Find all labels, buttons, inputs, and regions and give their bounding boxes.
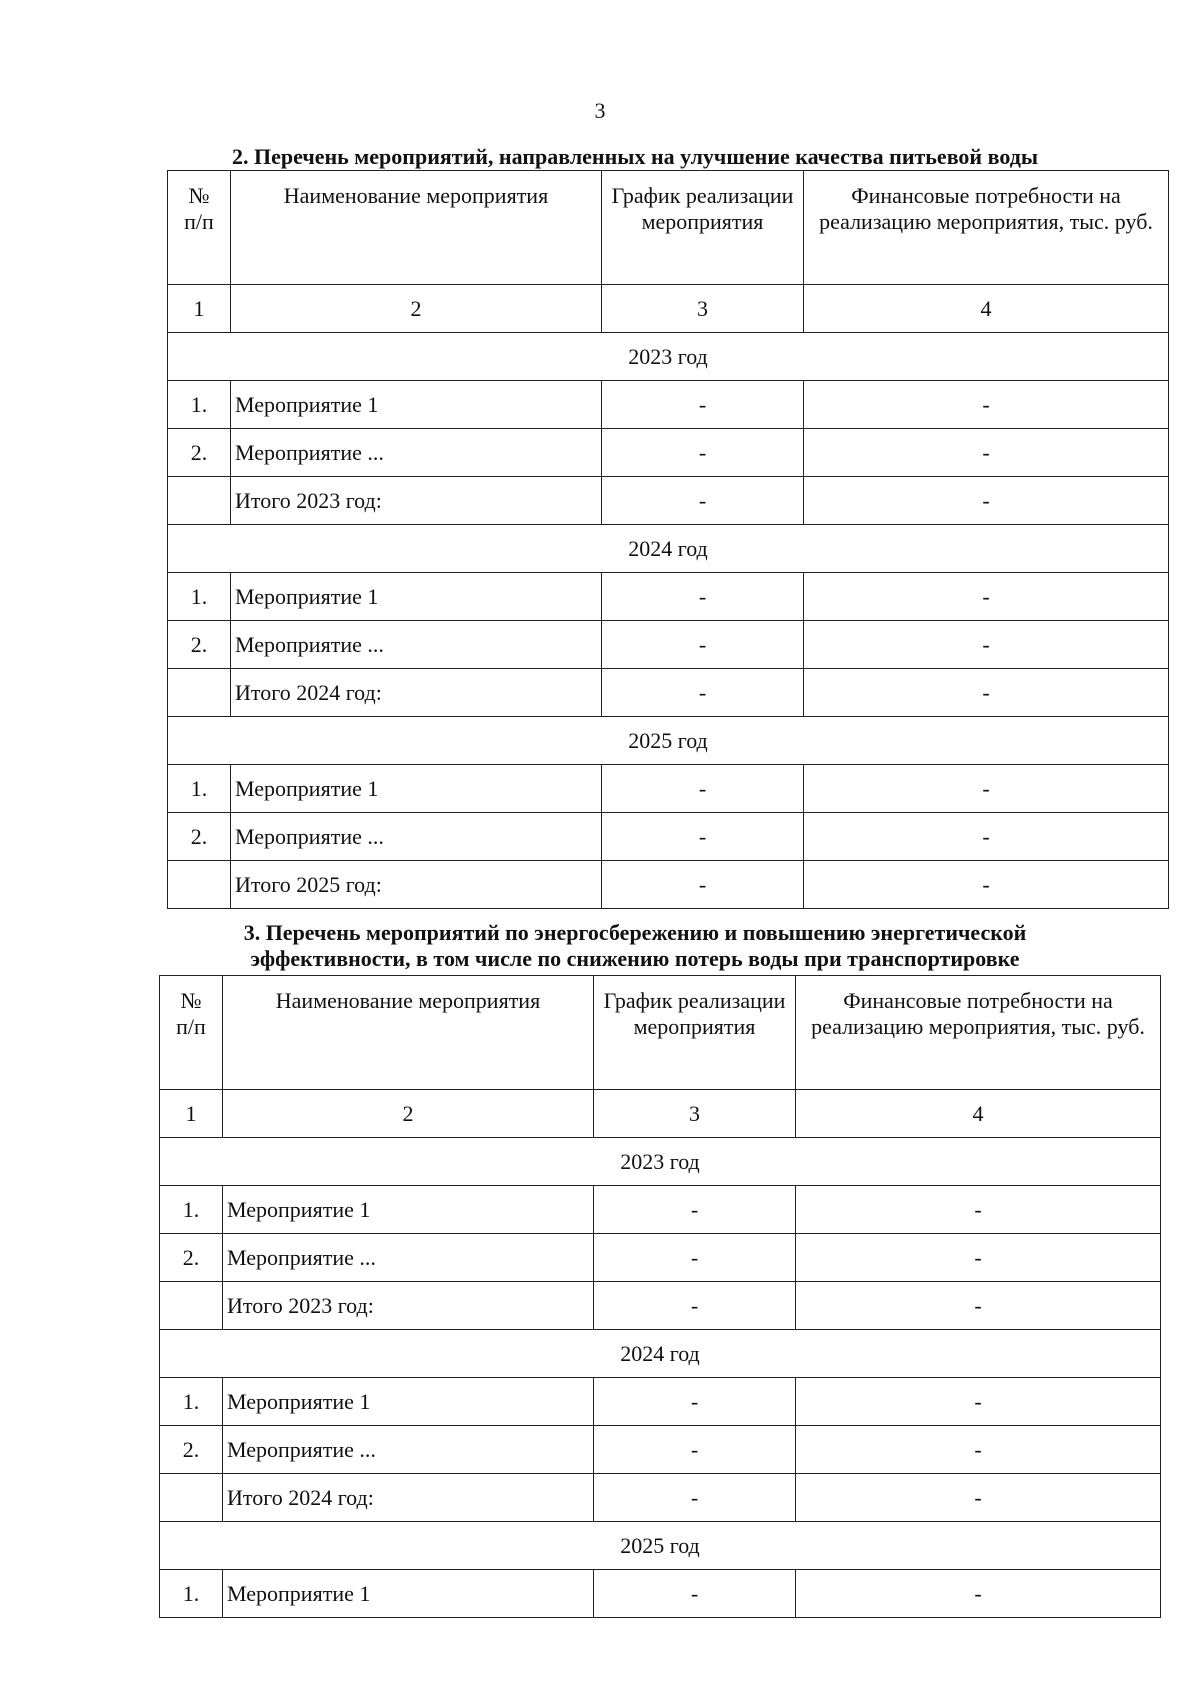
finance-value: - [804, 381, 1169, 429]
schedule-value: - [594, 1378, 796, 1426]
page-number: 3 [594, 98, 606, 123]
table-row [160, 1474, 1161, 1522]
row-number: 1. [160, 1186, 223, 1234]
measure-name: Мероприятие ... [231, 621, 602, 669]
schedule-value: - [594, 1426, 796, 1474]
header-number-pp: п/п [176, 1014, 206, 1039]
table-row [160, 1378, 1161, 1426]
year-label: 2023 год [168, 333, 1169, 381]
measure-name: Итого 2024 год: [223, 1474, 594, 1522]
header-finance: Финансовые потребности на реализацию мероприятия, тыс. руб. [796, 976, 1161, 1090]
finance-value: - [804, 669, 1169, 717]
measure-name: Мероприятие ... [231, 813, 602, 861]
row-number [168, 477, 231, 525]
year-label: 2023 год [160, 1138, 1161, 1186]
row-number: 1. [160, 1570, 223, 1618]
finance-value: - [804, 429, 1169, 477]
finance-value: - [796, 1282, 1161, 1330]
section-title-line: 2. Перечень мероприятий, направленных на улучшение качества питьевой воды [231, 144, 1039, 169]
column-number: 2 [231, 285, 602, 333]
schedule-value: - [602, 381, 804, 429]
finance-value: - [796, 1234, 1161, 1282]
header-number-sign: № [180, 988, 202, 1013]
row-number: 2. [168, 429, 231, 477]
row-number [168, 669, 231, 717]
measure-name: Мероприятие 1 [231, 573, 602, 621]
header-number [168, 171, 231, 285]
column-number-row [160, 1090, 1161, 1138]
section-2-table [167, 170, 1169, 909]
finance-value: - [804, 813, 1169, 861]
schedule-value: - [602, 621, 804, 669]
finance-value: - [804, 573, 1169, 621]
finance-value: - [796, 1474, 1161, 1522]
table-row [168, 381, 1169, 429]
table-row [168, 573, 1169, 621]
finance-value: - [804, 861, 1169, 909]
finance-value: - [796, 1570, 1161, 1618]
column-number: 1 [168, 285, 231, 333]
schedule-value: - [602, 429, 804, 477]
section-title-line: эффективности, в том числе по снижению потерь воды при транспортировке [250, 946, 1020, 971]
header-row [168, 171, 1169, 285]
schedule-value: - [602, 669, 804, 717]
table-row [160, 1282, 1161, 1330]
schedule-value: - [594, 1234, 796, 1282]
column-number: 1 [160, 1090, 223, 1138]
schedule-value: - [594, 1474, 796, 1522]
table-row [168, 429, 1169, 477]
year-row [168, 333, 1169, 381]
column-number: 4 [804, 285, 1169, 333]
measure-name: Итого 2024 год: [231, 669, 602, 717]
year-label: 2025 год [160, 1522, 1161, 1570]
table-row [168, 621, 1169, 669]
year-label: 2024 год [160, 1330, 1161, 1378]
measure-name: Итого 2023 год: [223, 1282, 594, 1330]
schedule-value: - [602, 861, 804, 909]
header-name: Наименование мероприятия [231, 171, 602, 285]
table-row [168, 765, 1169, 813]
header-schedule: График реализации мероприятия [602, 171, 804, 285]
table-row [160, 1570, 1161, 1618]
row-number: 1. [160, 1378, 223, 1426]
schedule-value: - [602, 765, 804, 813]
table-row [168, 669, 1169, 717]
schedule-value: - [602, 573, 804, 621]
header-schedule: График реализации мероприятия [594, 976, 796, 1090]
header-row [160, 976, 1161, 1090]
year-row [160, 1522, 1161, 1570]
header-number [160, 976, 223, 1090]
schedule-value: - [602, 477, 804, 525]
schedule-value: - [594, 1186, 796, 1234]
measure-name: Мероприятие ... [223, 1426, 594, 1474]
row-number [168, 861, 231, 909]
measure-name: Мероприятие 1 [231, 765, 602, 813]
measure-name: Мероприятие 1 [231, 381, 602, 429]
header-number-pp: п/п [184, 209, 214, 234]
measure-name: Итого 2023 год: [231, 477, 602, 525]
table-row [160, 1234, 1161, 1282]
finance-value: - [796, 1426, 1161, 1474]
table-row [160, 1426, 1161, 1474]
finance-value: - [804, 765, 1169, 813]
row-number: 2. [160, 1426, 223, 1474]
table-row [168, 813, 1169, 861]
table-row [168, 477, 1169, 525]
section-3-title [160, 920, 1110, 972]
section-3-table [159, 975, 1161, 1618]
row-number: 2. [160, 1234, 223, 1282]
header-number-sign: № [188, 183, 210, 208]
table-row [168, 861, 1169, 909]
measure-name: Мероприятие 1 [223, 1570, 594, 1618]
finance-value: - [796, 1186, 1161, 1234]
row-number: 2. [168, 621, 231, 669]
measure-name: Мероприятие 1 [223, 1378, 594, 1426]
schedule-value: - [602, 813, 804, 861]
column-number: 3 [594, 1090, 796, 1138]
year-row [160, 1330, 1161, 1378]
row-number: 1. [168, 765, 231, 813]
section-2-title [160, 144, 1110, 170]
row-number [160, 1474, 223, 1522]
finance-value: - [804, 477, 1169, 525]
section-title-line: 3. Перечень мероприятий по энергосбережению и повышению энергетической [243, 920, 1027, 945]
row-number: 1. [168, 573, 231, 621]
schedule-value: - [594, 1570, 796, 1618]
schedule-value: - [594, 1282, 796, 1330]
year-row [160, 1138, 1161, 1186]
year-label: 2024 год [168, 525, 1169, 573]
row-number: 2. [168, 813, 231, 861]
measure-name: Мероприятие 1 [223, 1186, 594, 1234]
column-number: 2 [223, 1090, 594, 1138]
measure-name: Мероприятие ... [223, 1234, 594, 1282]
year-row [168, 525, 1169, 573]
row-number: 1. [168, 381, 231, 429]
year-label: 2025 год [168, 717, 1169, 765]
column-number-row [168, 285, 1169, 333]
finance-value: - [796, 1378, 1161, 1426]
measure-name: Итого 2025 год: [231, 861, 602, 909]
column-number: 4 [796, 1090, 1161, 1138]
table-row [160, 1186, 1161, 1234]
measure-name: Мероприятие ... [231, 429, 602, 477]
header-finance: Финансовые потребности на реализацию мероприятия, тыс. руб. [804, 171, 1169, 285]
row-number [160, 1282, 223, 1330]
finance-value: - [804, 621, 1169, 669]
header-name: Наименование мероприятия [223, 976, 594, 1090]
year-row [168, 717, 1169, 765]
column-number: 3 [602, 285, 804, 333]
